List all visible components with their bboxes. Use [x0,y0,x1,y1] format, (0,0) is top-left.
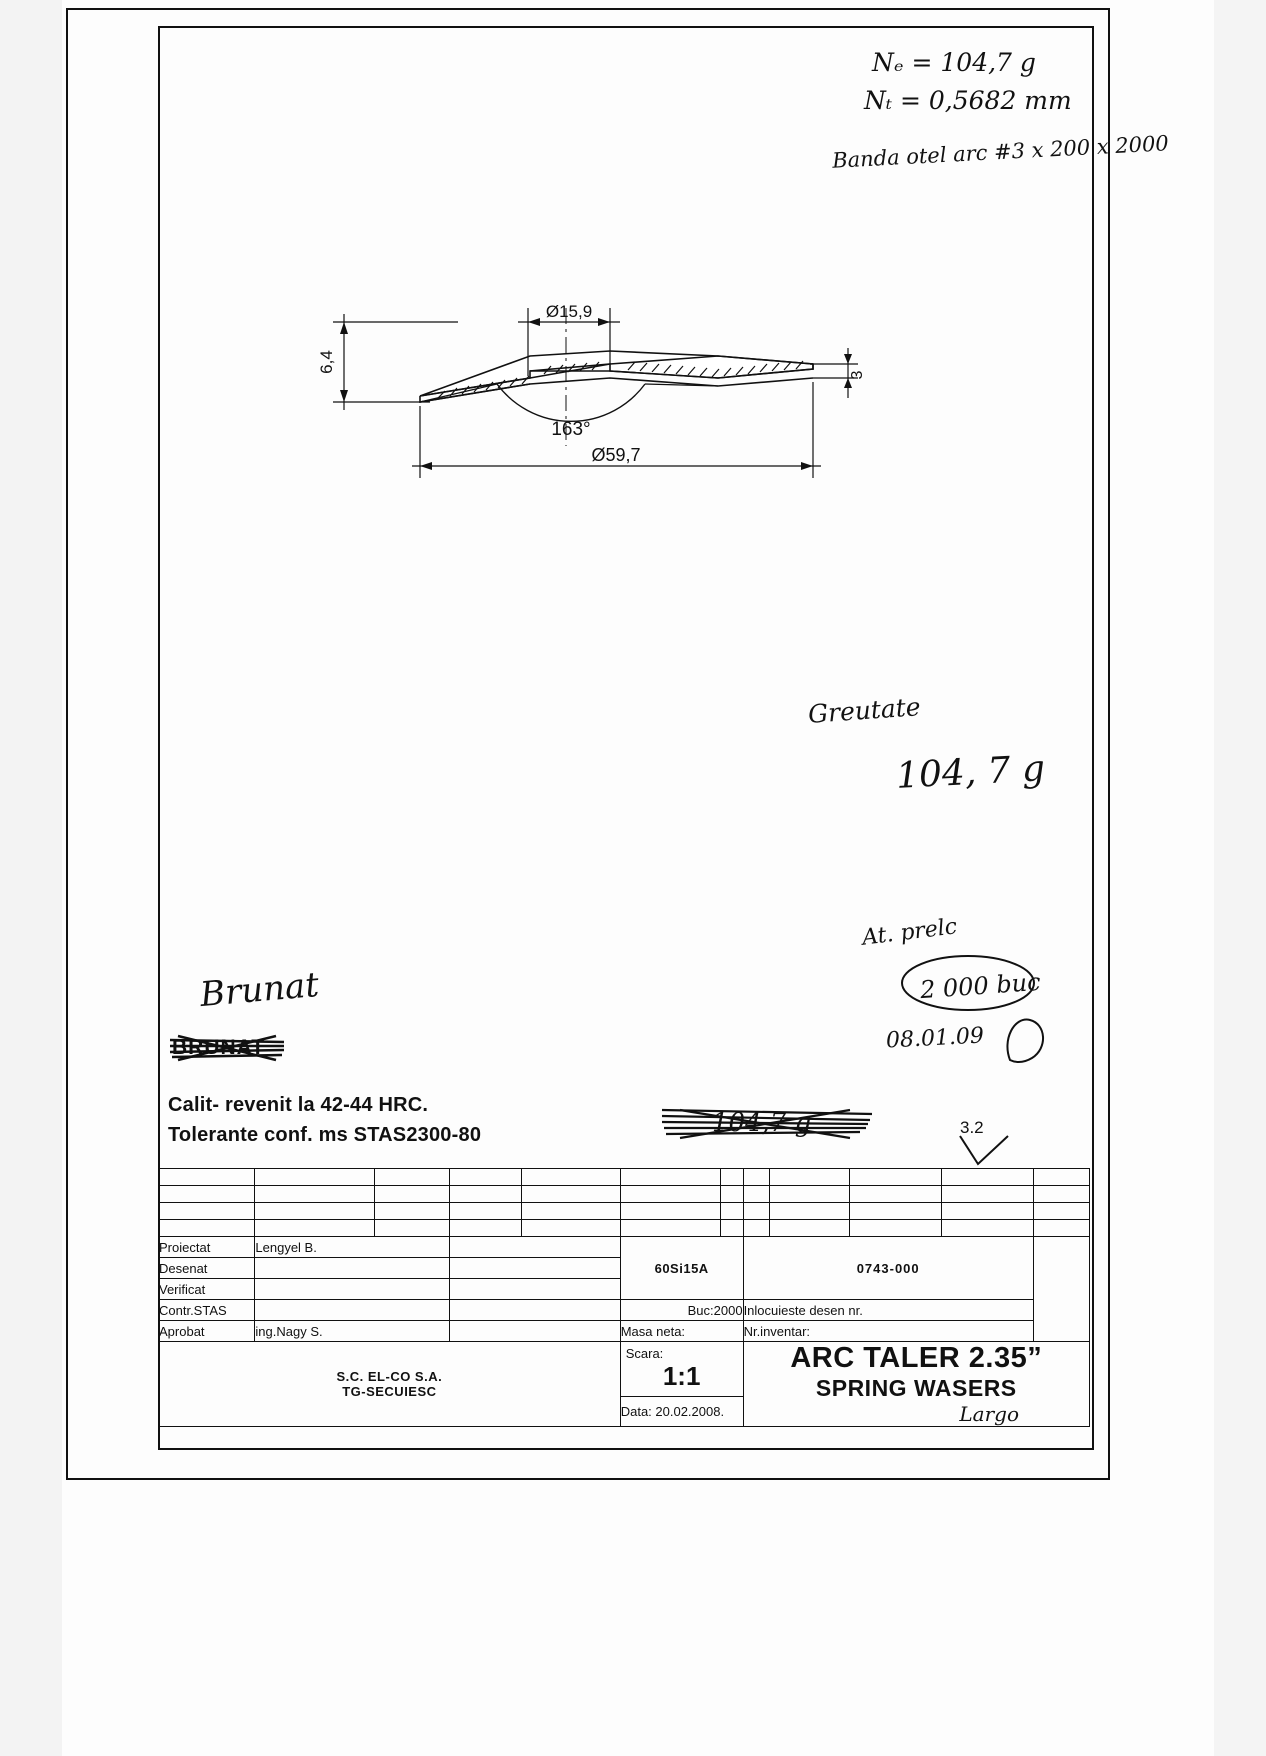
rev-cell [1033,1186,1089,1203]
net-mass-label: Masa neta: [620,1321,743,1342]
rev-cell [620,1203,720,1220]
handwritten-initial-loop [1000,1012,1056,1070]
rev-cell [1033,1169,1089,1186]
handwritten-approval-label: At. prelc [860,914,959,951]
rev-cell [720,1203,743,1220]
rev-cell [942,1186,1034,1203]
handwritten-quantity-ellipse [898,952,1038,1014]
rev-cell [942,1169,1034,1186]
role-name-2 [255,1279,450,1300]
note-line-1: Calit- revenit la 42-44 HRC. [168,1094,429,1116]
buc-cell: Buc:2000 [620,1300,743,1321]
scale-label: Scara: [625,1345,664,1361]
rev-cell [620,1186,720,1203]
scan-edge-left [0,0,62,1756]
rev-cell [521,1203,620,1220]
company-line-2: TG-SECUIESC [342,1384,437,1399]
title-block-table [158,1168,1090,1427]
handwritten-weight-value: 104, 7 g [895,748,1046,797]
material-cell: 60Si15A [620,1237,743,1300]
role-label-3: Contr.STAS [159,1300,255,1321]
role-sign-1 [450,1258,620,1279]
rev-cell [850,1203,942,1220]
rev-cell [743,1220,770,1237]
rev-cell [770,1203,850,1220]
handwritten-calc-2: Nₜ = 0,5682 mm [864,86,1072,115]
title-block [158,1168,1090,1446]
role-sign-0 [450,1237,620,1258]
role-name-4: ing.Nagy S. [255,1321,450,1342]
replaces-drawing-label: Inlocuieste desen nr. [743,1300,1033,1321]
rev-cell [159,1203,255,1220]
handwritten-calc-1: Nₑ = 104,7 g [872,48,1036,77]
rev-cell [374,1220,450,1237]
rev-cell [743,1169,770,1186]
rev-cell [521,1169,620,1186]
rev-cell [850,1186,942,1203]
rev-cell [159,1169,255,1186]
rev-cell [720,1169,743,1186]
rev-cell [255,1169,374,1186]
handwritten-struck-note: 104,7 g [712,1108,812,1138]
title-row-aprobat [159,1321,1090,1342]
technical-notes [168,1090,688,1150]
rev-cell [374,1186,450,1203]
revision-row [159,1220,1090,1237]
rev-cell [374,1203,450,1220]
rev-cell [521,1186,620,1203]
inventory-label: Nr.inventar: [743,1321,1033,1342]
rev-cell [942,1203,1034,1220]
role-name-3 [255,1300,450,1321]
scan-edge-right [1214,0,1266,1756]
title-row-proiectat [159,1237,1090,1258]
role-name-1 [255,1258,450,1279]
dim-outer-diameter: Ø59,7 [591,445,641,465]
surface-finish-value: 3.2 [960,1118,984,1137]
rev-cell [1033,1220,1089,1237]
strikethrough-scribble-2 [660,1098,880,1148]
rev-cell [255,1203,374,1220]
role-label-4: Aprobat [159,1321,255,1342]
part-name-cell [743,1342,1089,1427]
rev-cell [159,1186,255,1203]
part-name-ro: ARC TALER 2.35” [790,1342,1043,1374]
handwritten-signature: Largo [959,1402,1019,1426]
company-line-1: S.C. EL-CO S.A. [336,1369,443,1384]
role-label-0: Proiectat [159,1237,255,1258]
rev-cell [159,1220,255,1237]
scale-value: 1:1 [662,1360,701,1391]
dim-angle: 163° [551,419,591,440]
role-sign-2 [450,1279,620,1300]
drawing-number-cell: 0743-000 [743,1237,1033,1300]
rev-cell [620,1220,720,1237]
revision-row [159,1169,1090,1186]
handwritten-quantity: 2 000 buc [919,967,1042,1005]
note-line-2: Tolerante conf. ms STAS2300-80 [168,1124,482,1146]
handwritten-brunat: Brunat [198,964,321,1016]
struck-through-text: BRUNAT [172,1036,266,1059]
rev-cell [450,1203,521,1220]
rev-cell [450,1220,521,1237]
rev-cell [942,1220,1034,1237]
role-label-2: Verificat [159,1279,255,1300]
rev-cell [720,1186,743,1203]
rev-cell [374,1169,450,1186]
rev-cell [770,1169,850,1186]
rev-cell [1033,1203,1089,1220]
rev-cell [620,1169,720,1186]
revision-row [159,1203,1090,1220]
rev-cell [770,1220,850,1237]
title-row-company [159,1342,1090,1397]
rev-cell [743,1203,770,1220]
role-sign-3 [450,1300,620,1321]
rev-cell [450,1186,521,1203]
handwritten-weight-label: Greutate [807,692,922,729]
part-name-en: SPRING WASERS [815,1375,1017,1401]
title-row-contrstas [159,1300,1090,1321]
role-name-0: Lengyel B. [255,1237,450,1258]
dim-thickness: 3 [849,370,866,380]
handwritten-approval-date: 08.01.09 [885,1023,985,1054]
role-sign-4 [450,1321,620,1342]
role-label-1: Desenat [159,1258,255,1279]
strikethrough-scribble-1 [168,1030,288,1066]
handwritten-material-note: Banda otel arc #3 x 200 x 2000 [831,131,1170,173]
revision-row [159,1186,1090,1203]
date-cell: Data: 20.02.2008. [620,1396,743,1426]
company-name-cell [159,1342,621,1427]
rev-cell [743,1186,770,1203]
dim-height: 6,4 [317,350,336,374]
dim-inner-diameter: Ø15,9 [545,302,593,321]
scale-cell [620,1342,743,1397]
rev-cell [850,1220,942,1237]
rev-cell [521,1220,620,1237]
title-block-right-spacer [1033,1237,1089,1342]
rev-cell [255,1186,374,1203]
surface-finish-tick-icon [958,1134,1014,1170]
rev-cell [720,1220,743,1237]
rev-cell [770,1186,850,1203]
rev-cell [850,1169,942,1186]
rev-cell [255,1220,374,1237]
rev-cell [450,1169,521,1186]
